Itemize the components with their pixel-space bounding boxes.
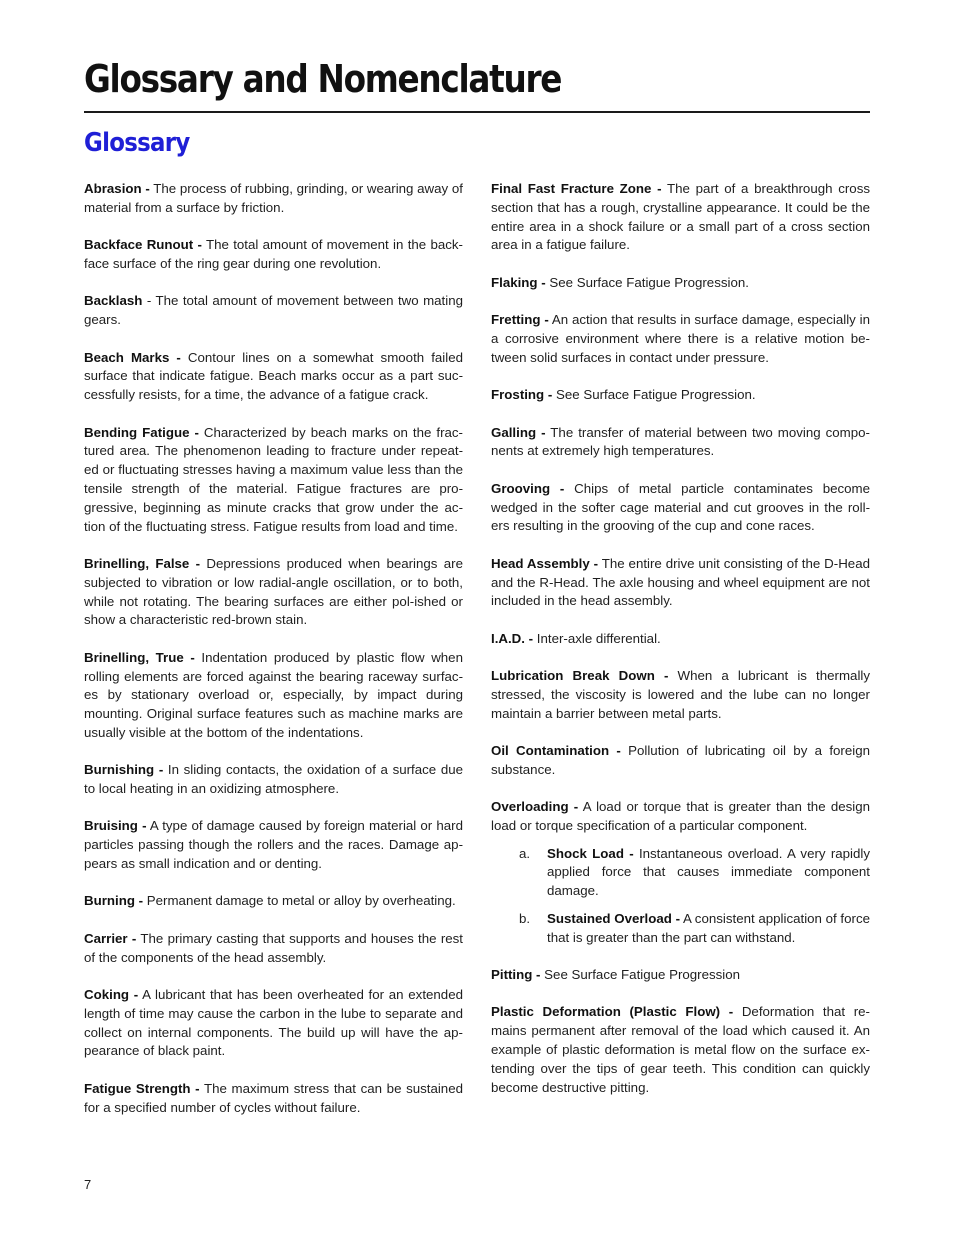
- glossary-term: Plastic Deformation (Plastic Flow) -: [491, 1004, 734, 1020]
- glossary-term: Frosting -: [491, 387, 553, 403]
- glossary-definition: See Surface Fatigue Progression.: [545, 274, 749, 290]
- glossary-term: Bending Fatigue -: [84, 424, 199, 440]
- glossary-definition: In sliding contacts, the oxidation of a surface due to local heating in an oxidizing atmosphere.: [84, 762, 464, 797]
- glossary-definition: The process of rubbing, grinding, or wearing away of material from a surface by friction.: [84, 181, 463, 215]
- glossary-definition: - The total amount of movement between two mating gears.: [84, 293, 463, 328]
- subitem-body: [547, 845, 870, 901]
- glossary-definition: Indentation produced by plastic flow when rolling elements are forced against the bearing raceway surfac-es by stationary overload or, especially, by impact during mounting. Original surface features such as machine marks are usually visible at the bottom of the indentations.: [84, 649, 463, 740]
- glossary-entry-backlash: [84, 292, 463, 330]
- glossary-definition: Pollution of lubricating oil by a foreign substance.: [491, 743, 870, 777]
- glossary-definition: A lubricant that has been overheated for an extended length of time may cause the carbon in the lube to separate and collect on internal components. The build up will have the ap-pearance of black paint.: [84, 987, 463, 1059]
- glossary-definition: See Surface Fatigue Progression.: [552, 387, 756, 403]
- list-marker: b.: [519, 910, 531, 926]
- glossary-entry-coking: [84, 986, 463, 1061]
- glossary-entry-beach-marks: [84, 349, 463, 405]
- glossary-definition: The primary casting that supports and houses the rest of the components of the head assembly.: [84, 930, 463, 965]
- glossary-definition: Contour lines on a somewhat smooth failed surface that indicate fatigue. Beach marks occur as a part suc-cessfully resists, for a time, the advance of a fatigue crack.: [84, 349, 463, 403]
- glossary-term: Overloading -: [491, 799, 579, 815]
- glossary-entry-iad: [491, 630, 870, 649]
- list-marker: a.: [519, 845, 531, 861]
- title-rule: [84, 111, 870, 113]
- glossary-entry-fretting: [491, 311, 870, 367]
- glossary-term: Backlash: [84, 293, 143, 309]
- glossary-entry-fatigue-strength: [84, 1080, 463, 1118]
- glossary-entry-bending-fatigue: [84, 424, 463, 537]
- page-title: Glossary and Nomenclature: [84, 57, 562, 101]
- glossary-term: Backface Runout -: [84, 237, 202, 253]
- glossary-entry-grooving: [491, 480, 870, 536]
- glossary-term: Oil Contamination -: [491, 743, 621, 759]
- glossary-definition: A load or torque that is greater than the design load or torque specification of a particular component.: [491, 799, 871, 834]
- subitem-body: [547, 910, 870, 948]
- glossary-term: Burning -: [84, 893, 144, 909]
- glossary-definition: Inter-axle differential.: [533, 630, 661, 646]
- glossary-term: Fatigue Strength -: [84, 1080, 200, 1096]
- glossary-definition: Depressions produced when bearings are subjected to vibration or low radial-angle oscillation, or to both, while not rotating. The bearing surfaces are either pol-ished or show a characteristic red-brown stain.: [84, 555, 463, 628]
- glossary-entry-backface-runout: [84, 236, 463, 274]
- glossary-term: Galling -: [491, 424, 546, 440]
- glossary-right-column: [491, 180, 870, 1116]
- glossary-term: Brinelling, False -: [84, 555, 201, 571]
- glossary-term: Lubrication Break Down -: [491, 668, 669, 684]
- glossary-entry-lubrication-break-down: [491, 667, 870, 723]
- glossary-definition: An action that results in surface damage, especially in a corrosive environment where there is a relative motion be-tween solid surfaces in contact under pressure.: [491, 312, 870, 365]
- glossary-definition: Chips of metal particle contaminates become wedged in the softer cage material and cut grooves in the roll-ers resulting in the grooving of the cup and cone races.: [491, 480, 870, 534]
- glossary-definition: The maximum stress that can be sustained for a specified number of cycles without failure.: [84, 1080, 463, 1115]
- glossary-entry-bruising: [84, 817, 463, 873]
- glossary-term: Pitting -: [491, 967, 541, 983]
- glossary-entry-plastic-deformation: [491, 1003, 870, 1097]
- glossary-entry-abrasion: [84, 180, 463, 218]
- page-number: 7: [84, 1177, 92, 1192]
- glossary-entry-oil-contamination: [491, 742, 870, 780]
- glossary-definition: A consistent application of force that is greater than the part can withstand.: [547, 910, 870, 945]
- glossary-term: Grooving -: [491, 480, 565, 496]
- glossary-definition: The part of a breakthrough cross section that has a rough, crystalline appearance. It could be the entire area in a shock failure or a small part of a cross section area in a fatigue failure.: [491, 181, 870, 253]
- glossary-definition: Characterized by beach marks on the frac-tured area. The phenomenon leading to fracture under repeat-ed or fluctuating stresses having a maximum value less than the tensile strength of the material. Fatigue fractures are pro-gressive, beginning as minute cracks that grow under the ac-tion of the fluctuating stress. Fatigue results from load and time.: [84, 424, 463, 534]
- glossary-entry-final-fast-fracture-zone: [491, 180, 870, 255]
- glossary-term: Carrier -: [84, 930, 137, 946]
- glossary-definition: Permanent damage to metal or alloy by overheating.: [143, 893, 456, 909]
- glossary-term: Final Fast Fracture Zone -: [491, 181, 662, 196]
- glossary-entry-overloading: [491, 798, 870, 836]
- glossary-definition: The transfer of material between two moving compo-nents at extremely high temperatures.: [491, 424, 870, 459]
- overloading-subitem-shock-load: [491, 845, 870, 901]
- glossary-entry-brinelling-true: [84, 649, 463, 743]
- glossary-definition: Instantaneous overload. A very rapidly applied force that causes immediate component damage.: [547, 845, 870, 899]
- glossary-term: Sustained Overload -: [547, 910, 681, 926]
- glossary-definition: The entire drive unit consisting of the D-Head and the R-Head. The axle housing and wheel equipment are not included in the head assembly.: [491, 555, 870, 609]
- glossary-entry-burnishing: [84, 761, 463, 799]
- glossary-term: Coking -: [84, 987, 139, 1003]
- glossary-term: Abrasion -: [84, 181, 150, 196]
- glossary-term: Burnishing -: [84, 762, 164, 778]
- glossary-term: Head Assembly -: [491, 555, 599, 571]
- glossary-term: I.A.D. -: [491, 630, 534, 646]
- glossary-left-column: [84, 180, 463, 1136]
- glossary-definition: Deformation that re-mains permanent after removal of the load which caused it. An example of plastic deformation is metal flow on the surface ex-tending over the tips of gear teeth. This condition can quickly become destructive pitting.: [491, 1004, 870, 1095]
- glossary-term: Fretting -: [491, 312, 549, 328]
- glossary-term: Beach Marks -: [84, 349, 181, 365]
- section-heading: Glossary: [84, 128, 190, 158]
- glossary-entry-pitting: [491, 966, 870, 985]
- glossary-definition: The total amount of movement in the back-face surface of the ring gear during one revolution.: [84, 237, 463, 271]
- overloading-sublist: [491, 845, 870, 948]
- glossary-entry-burning: [84, 892, 463, 911]
- overloading-subitem-sustained-overload: [491, 910, 870, 948]
- glossary-definition: A type of damage caused by foreign material or hard particles passing though the rollers and the races. Damage ap-pears as small indication and or denting.: [84, 818, 463, 872]
- glossary-term: Shock Load -: [547, 845, 634, 861]
- glossary-definition: When a lubricant is thermally stressed, the viscosity is lowered and the lube can no longer maintain a barrier between metal parts.: [491, 668, 871, 721]
- glossary-entry-carrier: [84, 930, 463, 968]
- glossary-term: Flaking -: [491, 274, 546, 290]
- glossary-entry-brinelling-false: [84, 555, 463, 630]
- glossary-entry-flaking: [491, 274, 870, 293]
- glossary-term: Bruising -: [84, 818, 147, 834]
- glossary-definition: See Surface Fatigue Progression: [540, 967, 741, 983]
- glossary-entry-galling: [491, 424, 870, 462]
- glossary-entry-frosting: [491, 386, 870, 405]
- glossary-term: Brinelling, True -: [84, 649, 195, 665]
- glossary-entry-head-assembly: [491, 555, 870, 611]
